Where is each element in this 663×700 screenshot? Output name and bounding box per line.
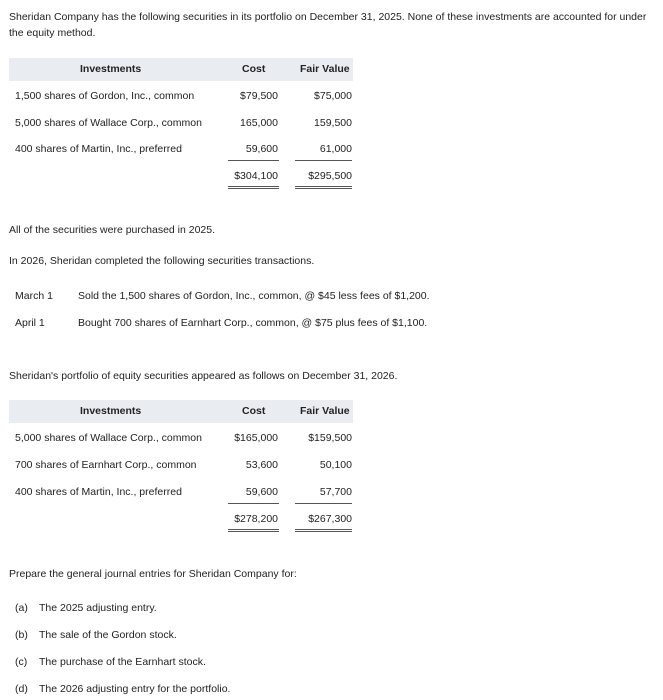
column-header-investments: Investments <box>80 405 142 417</box>
total-double-rule <box>228 186 279 189</box>
total-double-rule <box>295 186 352 189</box>
investment-name: 1,500 shares of Gordon, Inc., common <box>15 90 195 102</box>
total-cost: $304,100 <box>234 170 278 182</box>
investment-name: 400 shares of Martin, Inc., preferred <box>15 486 182 498</box>
investment-name: 700 shares of Earnhart Corp., common <box>15 459 197 471</box>
investment-name: 400 shares of Martin, Inc., preferred <box>15 143 182 155</box>
investment-name: 5,000 shares of Wallace Corp., common <box>15 117 202 129</box>
investment-name: 5,000 shares of Wallace Corp., common <box>15 432 202 444</box>
fair-value: 50,100 <box>319 459 352 471</box>
cost-value: $79,500 <box>240 90 278 102</box>
subtotal-rule <box>228 503 279 504</box>
subtotal-rule <box>295 160 352 161</box>
subtotal-rule <box>295 503 352 504</box>
cost-value: $165,000 <box>234 432 278 444</box>
column-header-fair-value: Fair Value <box>300 405 350 417</box>
cost-value: 165,000 <box>240 117 278 129</box>
fair-value: 57,700 <box>319 486 352 498</box>
requirement-label: (a) <box>15 602 28 614</box>
requirement-text: The 2026 adjusting entry for the portfolio. <box>39 683 231 695</box>
intro-paragraph: Sheridan Company has the following securities in its portfolio on December 31, 2025. None of these investments are accounted for under the equity method. <box>9 11 647 39</box>
cost-value: 59,600 <box>245 143 278 155</box>
column-header-cost: Cost <box>242 63 266 75</box>
subtotal-rule <box>228 160 279 161</box>
requirement-text: The sale of the Gordon stock. <box>39 629 177 641</box>
fair-value: 159,500 <box>314 117 352 129</box>
requirement-label: (d) <box>15 683 28 695</box>
transaction-text: Bought 700 shares of Earnhart Corp., common, @ $75 plus fees of $1,100. <box>78 317 428 329</box>
transaction-date: April 1 <box>15 317 45 329</box>
requirement-text: The 2025 adjusting entry. <box>39 602 157 614</box>
requirement-label: (b) <box>15 629 28 641</box>
transaction-text: Sold the 1,500 shares of Gordon, Inc., common, @ $45 less fees of $1,200. <box>78 290 430 302</box>
transactions-intro: In 2026, Sheridan completed the following securities transactions. <box>9 255 315 267</box>
column-header-fair-value: Fair Value <box>300 63 350 75</box>
portfolio-intro: Sheridan's portfolio of equity securities appeared as follows on December 31, 2026. <box>9 370 398 382</box>
total-fair-value: $267,300 <box>308 513 352 525</box>
fair-value: 61,000 <box>319 143 352 155</box>
column-header-cost: Cost <box>242 405 266 417</box>
purchased-note: All of the securities were purchased in 2025. <box>9 224 216 236</box>
total-double-rule <box>228 529 279 532</box>
total-double-rule <box>295 529 352 532</box>
column-header-investments: Investments <box>80 63 142 75</box>
total-fair-value: $295,500 <box>308 170 352 182</box>
total-cost: $278,200 <box>234 513 278 525</box>
prepare-intro: Prepare the general journal entries for Sheridan Company for: <box>9 568 297 580</box>
requirement-label: (c) <box>15 656 28 668</box>
requirement-text: The purchase of the Earnhart stock. <box>39 656 206 668</box>
cost-value: 59,600 <box>245 486 278 498</box>
fair-value: $159,500 <box>308 432 352 444</box>
fair-value: $75,000 <box>314 90 352 102</box>
transaction-date: March 1 <box>15 290 53 302</box>
cost-value: 53,600 <box>245 459 278 471</box>
